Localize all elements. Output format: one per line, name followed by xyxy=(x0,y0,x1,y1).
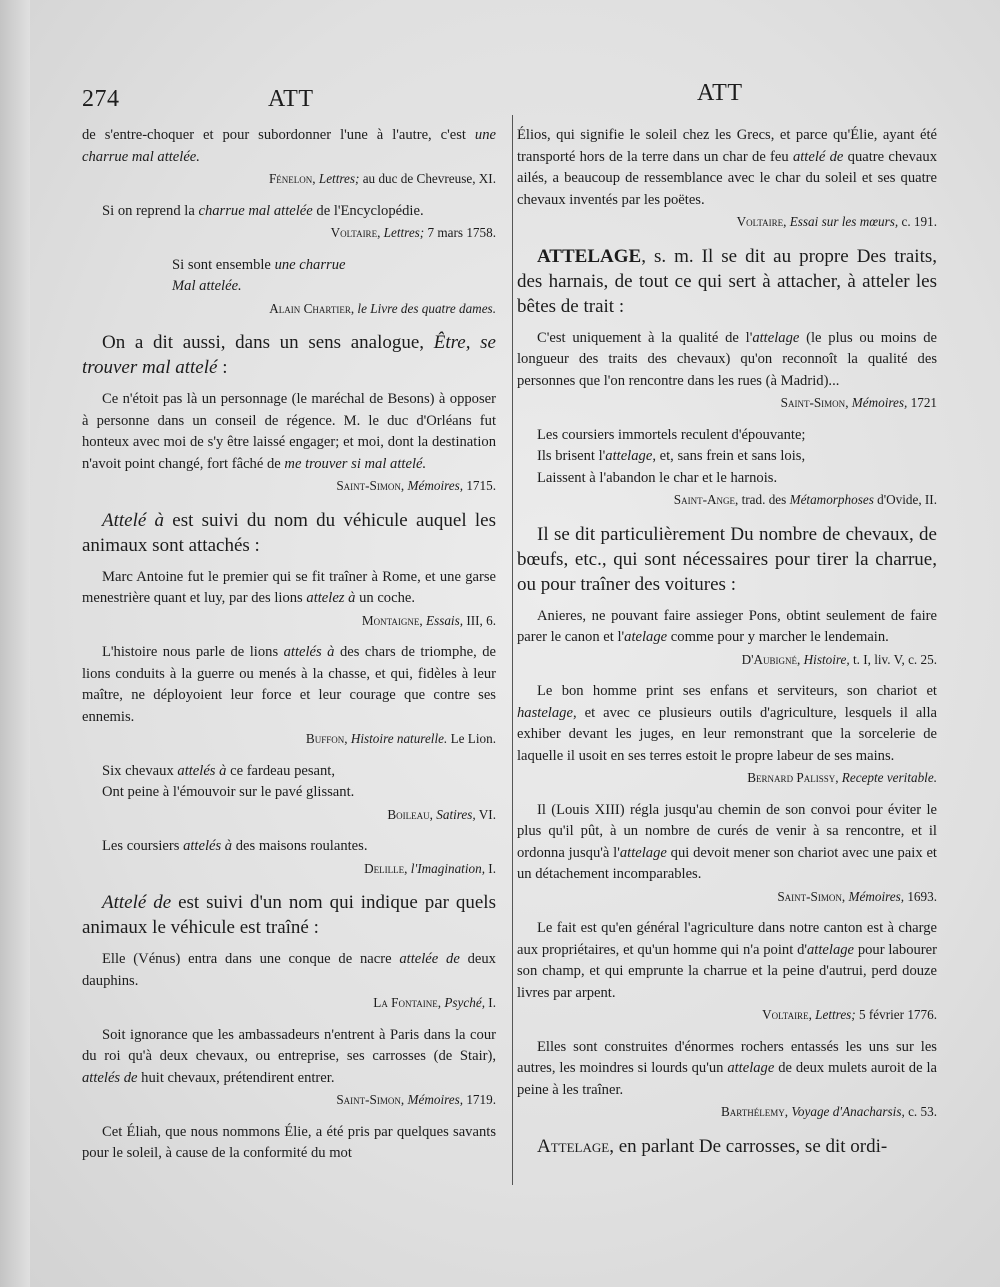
book-spine-shadow xyxy=(0,0,30,1287)
right-column xyxy=(517,125,937,1168)
definition-attelage: ATTELAGE, s. m. Il se dit au propre Des traits, des harnais, de tout ce qui sert à attacher, à atteler les bêtes de trait : xyxy=(517,245,937,317)
quotation: Élios, qui signifie le soleil chez les Grecs, et parce qu'Élie, ayant été transporté hors de la terre dans un char de feu attelé de quatre chevaux ailés, a beaucoup de ressemblance avec le char du soleil et ses quatre chevaux inventés par les poëtes. xyxy=(517,127,937,208)
quotation: Le fait est qu'en général l'agriculture dans notre canton est à charge aux propriétaires, et qu'un homme qui n'a point d'attelage pour labourer son champ, et qui emprunte la charrue et la peine d'autrui, perd douze livres par arpent. xyxy=(517,920,937,1001)
citation: Saint-Ange, trad. des Métamorphoses d'Ovide, II. xyxy=(673,492,937,507)
quotation: Le bon homme print ses enfans et serviteurs, son chariot et hastelage, et avec ce plusieurs outils d'agriculture, lesquels il alla exhiber devant les juges, en leur remonstrant que la sorcelerie de laquelle il usoit en ses terres estoit le propre labeur de ses mains. xyxy=(517,683,937,764)
verse-line: Ont peine à l'émouvoir sur le pavé glissant. xyxy=(102,784,355,800)
citation: Saint-Simon, Mémoires, 1719. xyxy=(336,1092,496,1107)
quotation: Ce n'étoit pas là un personnage (le maréchal de Besons) à opposer à personne dans un conseil de régence. M. le duc d'Orléans fut honteux avec moi de s'y être laissé engager; et moi, dont la destination n'avoit point changé, fort fâché de me trouver si mal attelé. xyxy=(82,391,496,472)
citation: Saint-Simon, Mémoires, 1715. xyxy=(336,478,496,493)
verse-line: Laissent à l'abandon le char et le harnois. xyxy=(537,469,778,486)
quotation: L'histoire nous parle de lions attelés à des chars de triomphe, de lions conduits à la guerre ou menés à la chasse, et qui, fidèles à leur maître, ne déployoient leur force et leur courage que contre ses ennemis. xyxy=(82,644,497,725)
verse-line: Mal attelée. xyxy=(172,278,242,294)
citation: D'Aubigné, Histoire, t. I, liv. V, c. 25. xyxy=(741,651,937,667)
definition: Attelé à est suivi du nom du véhicule auquel les animaux sont attachés : xyxy=(82,509,496,556)
quotation: Anieres, ne pouvant faire assieger Pons, obtint seulement de faire parer le canon et l'atelage comme pour y marcher le lendemain. xyxy=(517,607,937,645)
verse-line: Si sont ensemble une charrue xyxy=(172,256,346,273)
quotation: Si on reprend la charrue mal attelée de l'Encyclopédie. xyxy=(102,202,424,219)
citation: Boileau, Satires, VI. xyxy=(387,806,496,822)
left-running-head: ATT xyxy=(268,86,314,112)
verse-line: Six chevaux attelés à ce fardeau pesant, xyxy=(102,762,336,779)
definition: Il se dit particulièrement Du nombre de chevaux, de bœufs, etc., qui sont nécessaires pour tirer la charrue, ou pour traîner des voitures : xyxy=(517,523,937,595)
citation: Buffon, Histoire naturelle. Le Lion. xyxy=(305,731,496,746)
citation: Montaigne, Essais, III, 6. xyxy=(361,612,496,628)
verse-line: Les coursiers attelés à des maisons roulantes. xyxy=(102,838,368,854)
citation: Barthélemy, Voyage d'Anacharsis, c. 53. xyxy=(720,1104,937,1119)
citation: La Fontaine, Psyché, I. xyxy=(373,995,496,1010)
page-number: 274 xyxy=(82,86,120,112)
quotation: Cet Éliah, que nous nommons Élie, a été pris par quelques savants pour le soleil, à cause de la conformité du mot xyxy=(82,1123,496,1161)
left-column xyxy=(82,125,496,1165)
definition: Attelé de est suivi d'un nom qui indique par quels animaux le véhicule est traîné : xyxy=(82,892,496,938)
quotation: Elle (Vénus) entra dans une conque de nacre attelée de deux dauphins. xyxy=(82,951,496,989)
citation: Bernard Palissy, Recepte veritable. xyxy=(747,770,937,785)
citation: Voltaire, Lettres; 7 mars 1758. xyxy=(330,225,496,240)
verse-line: Ils brisent l'attelage, et, sans frein et sans lois, xyxy=(537,448,806,464)
definition: Attelage, en parlant De carrosses, se dit ordi- xyxy=(537,1135,888,1157)
citation: Voltaire, Lettres; 5 février 1776. xyxy=(762,1007,937,1022)
quotation: Il (Louis XIII) régla jusqu'au chemin de son convoi pour éviter le plus qu'il pût, à un nombre de curés de venir à sa rencontre, et il ordonna jusqu'à l'attelage qui devoit mener son chariot avec une paix et un détachement incomparables. xyxy=(517,801,937,882)
headword: ATTELAGE xyxy=(537,245,642,267)
quotation: Marc Antoine fut le premier qui se fit traîner à Rome, et une garse menestrière quant et luy, par des lions attelez à un coche. xyxy=(82,568,496,606)
quotation: Elles sont construites d'énormes rochers entassés les uns sur les autres, les moindres si lourds qu'un attelage de deux mulets auroit de la peine à les traîner. xyxy=(517,1038,937,1098)
citation: Fénelon, Lettres; au duc de Chevreuse, XI. xyxy=(268,171,496,186)
citation: Voltaire, Essai sur les mœurs, c. 191. xyxy=(736,214,937,229)
quotation: C'est uniquement à la qualité de l'attelage (le plus ou moins de longueur des traits des chevaux) qu'on reconnoît la qualité des personnes que l'on rencontre dans les rues (à Madrid)... xyxy=(517,329,937,389)
definition: On a dit aussi, dans un sens analogue, Être, se trouver mal attelé : xyxy=(82,332,496,378)
citation: Delille, l'Imagination, I. xyxy=(364,860,496,876)
quotation: de s'entre-choquer et pour subordonner l'une à l'autre, c'est une charrue mal attelée. xyxy=(82,127,496,165)
citation: Saint-Simon, Mémoires, 1721 xyxy=(780,395,937,410)
quotation: Soit ignorance que les ambassadeurs n'entrent à Paris dans la cour du roi qu'à deux chevaux, ou entreprise, ses carrosses (de Stair), attelés de huit chevaux, prétendirent entrer. xyxy=(82,1026,496,1086)
column-divider xyxy=(512,115,513,1185)
citation: Saint-Simon, Mémoires, 1693. xyxy=(777,888,937,904)
verse-line: Les coursiers immortels reculent d'épouvante; xyxy=(537,426,806,443)
citation: Alain Chartier, le Livre des quatre dames. xyxy=(269,300,496,316)
right-running-head: ATT xyxy=(697,80,743,106)
